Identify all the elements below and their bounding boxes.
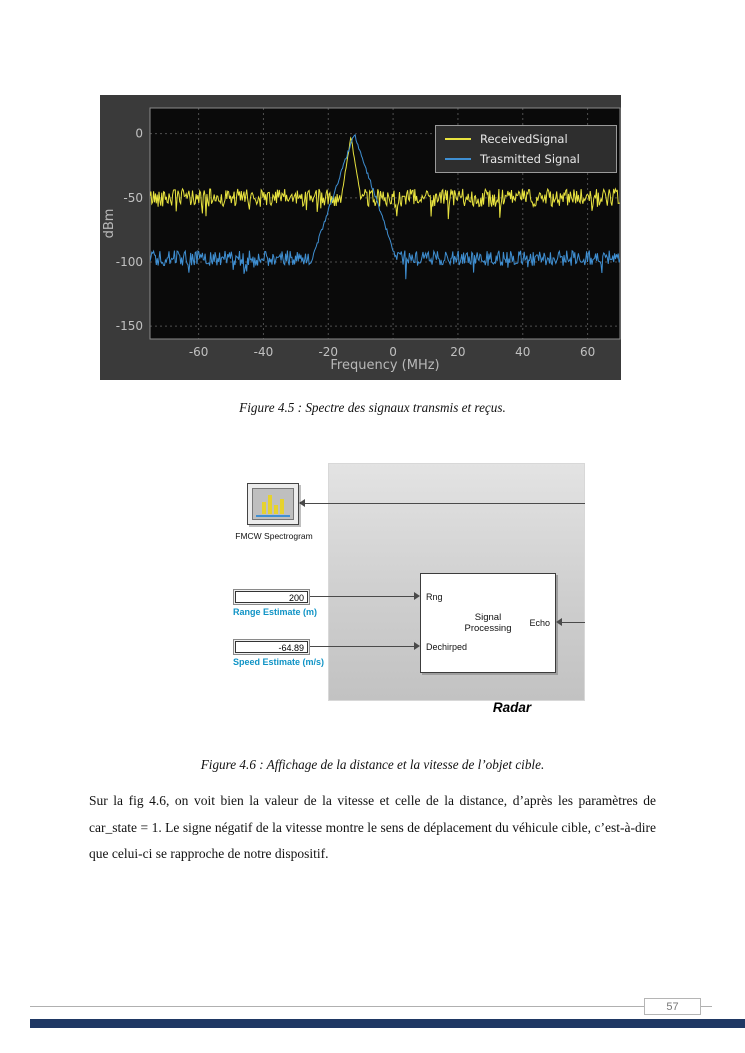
wire-arrowhead: [556, 618, 562, 626]
block-name-line2: Processing: [464, 623, 512, 634]
svg-text:-100: -100: [115, 255, 143, 269]
svg-text:-50: -50: [123, 190, 143, 205]
svg-text:0: 0: [389, 345, 397, 359]
page-number: [644, 998, 701, 1015]
svg-text:0: 0: [135, 126, 143, 141]
svg-text:Frequency (MHz): Frequency (MHz): [330, 358, 440, 373]
figure-4-6-caption: Figure 4.6 : Affichage de la distance et la vitesse de l’objet cible.: [200, 757, 545, 772]
model-name-label: Radar: [492, 700, 532, 715]
legend-label-transmitted: Trasmitted Signal: [480, 152, 580, 166]
wire-arrowhead: [299, 499, 305, 507]
wire-to-spectrogram: [305, 503, 585, 504]
spectrogram-bar: [268, 495, 272, 514]
port-label-rng: Rng: [426, 592, 443, 602]
svg-text:40: 40: [515, 345, 531, 359]
legend-label-received: ReceivedSignal: [480, 132, 568, 146]
block-name-line1: Signal: [474, 612, 502, 623]
signal-processing-name: [421, 574, 555, 672]
port-label-dechirped: Dechirped: [426, 642, 468, 652]
wire-range: [310, 596, 414, 597]
svg-text:dBm: dBm: [102, 208, 117, 239]
port-label-echo: Echo: [529, 618, 550, 628]
spectrogram-bar: [262, 502, 266, 514]
svg-text:-60: -60: [188, 345, 209, 359]
fmcw-spectrogram-block: [247, 483, 299, 525]
speed-display-block: [233, 639, 310, 655]
footer-rule: [30, 1006, 712, 1007]
svg-text:-40: -40: [253, 345, 274, 359]
speed-display-value: -64.89: [235, 641, 308, 653]
body-paragraph: Sur la fig 4.6, on voit bien la valeur de la vitesse et celle de la distance, d’après les paramètres de car_state = 1. Le signe négatif de la vitesse montre le sens de déplacement du véhicule cible, c’est-à-dire que celui-ci se rapproche de notre dispositif.: [89, 793, 656, 861]
svg-text:-150: -150: [115, 319, 143, 334]
signal-processing-block: [420, 573, 556, 673]
spectrogram-bar: [274, 505, 278, 514]
speed-estimate-label: Speed Estimate (m/s): [233, 657, 325, 667]
page-number-value: 57: [666, 1000, 679, 1013]
fmcw-block-label: FMCW Spectrogram: [235, 531, 313, 541]
spectrogram-icon: [252, 488, 294, 520]
svg-text:20: 20: [450, 345, 466, 359]
svg-text:-20: -20: [318, 345, 339, 359]
wire-speed: [310, 646, 414, 647]
range-estimate-label: Range Estimate (m): [233, 607, 318, 617]
range-display-block: [233, 589, 310, 605]
svg-text:60: 60: [579, 345, 596, 359]
footer-bar: [30, 1019, 745, 1028]
range-display-value: 200: [235, 591, 308, 603]
spectrogram-baseline: [256, 515, 290, 517]
spectrogram-bar: [280, 499, 284, 514]
figure-4-5-caption: Figure 4.5 : Spectre des signaux transmis et reçus.: [239, 400, 506, 415]
wire-echo: [562, 622, 585, 623]
